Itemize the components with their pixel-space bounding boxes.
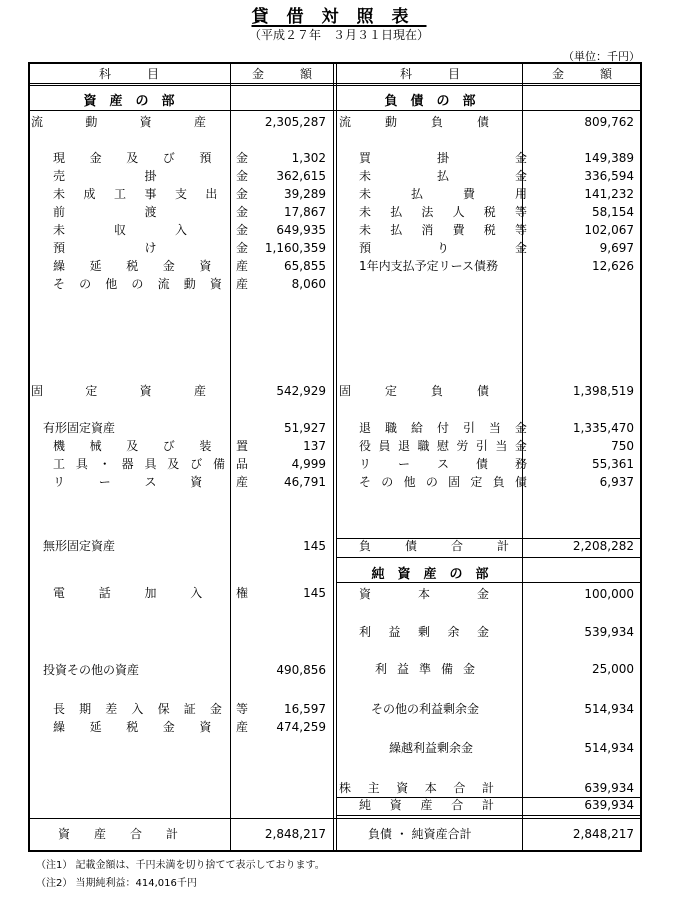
liability-row-label: 未 払 消 費 税 等 xyxy=(359,223,527,237)
liability-row-amount: 750 xyxy=(611,439,634,453)
asset-row-amount: 51,927 xyxy=(284,421,326,435)
liability-row-amount: 58,154 xyxy=(592,205,634,219)
liability-row-label: 買 掛 金 xyxy=(359,151,527,165)
header-amount-right: 金 額 xyxy=(551,67,612,81)
liability-row-label: 未 払 法 人 税 等 xyxy=(359,205,527,219)
liability-row-amount: 149,389 xyxy=(584,151,634,165)
net-asset-row-label: 純 資 産 合 計 xyxy=(359,798,494,812)
liability-row-label: 未 払 費 用 xyxy=(359,187,527,201)
asset-row-label: 無形固定資産 xyxy=(43,539,116,553)
center-divider-a xyxy=(333,62,334,852)
asset-row-amount: 4,999 xyxy=(291,457,326,471)
report-date: （平成２７年 ３月３１日現在） xyxy=(248,28,429,42)
net-asset-row-amount: 100,000 xyxy=(584,587,634,601)
asset-row-label: 電 話 加 入 権 xyxy=(53,586,248,600)
asset-row-label: 有形固定資産 xyxy=(43,421,116,435)
asset-row-label: 長 期 差 入 保 証 金 等 xyxy=(53,702,248,716)
rule xyxy=(336,557,642,558)
asset-row-amount: 490,856 xyxy=(276,663,326,677)
liability-row-label: 流 動 負 債 xyxy=(339,115,489,129)
asset-row-amount: 649,935 xyxy=(276,223,326,237)
liability-row-label: リ ー ス 債 務 xyxy=(359,457,527,471)
liability-row-label: 1年内支払予定リース債務 xyxy=(359,259,499,273)
unit-label: （単位：千円） xyxy=(563,50,640,63)
asset-row-amount: 2,305,287 xyxy=(264,115,326,129)
asset-row-amount: 16,597 xyxy=(284,702,326,716)
liability-row-amount: 141,232 xyxy=(584,187,634,201)
center-divider-b xyxy=(336,62,337,852)
liabilities-section-title: 負 債 の 部 xyxy=(384,94,476,109)
asset-row-amount: 474,259 xyxy=(276,720,326,734)
totals-rule xyxy=(28,818,642,819)
asset-row-amount: 137 xyxy=(303,439,326,453)
liab-net-total-amount: 2,848,217 xyxy=(572,827,634,841)
asset-row-amount: 1,302 xyxy=(291,151,326,165)
liability-row-label: 役 員 退 職 慰 労 引 当 金 xyxy=(359,439,527,453)
liab-net-total-label: 負債 ・ 純資産合計 xyxy=(368,827,472,841)
asset-row-label: 流 動 資 産 xyxy=(31,115,206,129)
asset-row-amount: 145 xyxy=(303,539,326,553)
liability-row-amount: 12,626 xyxy=(592,259,634,273)
asset-row-label: 工 具 ・ 器 具 及 び 備 品 xyxy=(53,457,248,471)
net-asset-row-amount: 639,934 xyxy=(584,798,634,812)
note-1: （注1） 記載金額は、千円未満を切り捨てて表示しております。 xyxy=(36,860,325,871)
asset-row-amount: 17,867 xyxy=(284,205,326,219)
net-asset-row-label: 利 益 準 備 金 xyxy=(375,662,475,676)
asset-row-amount: 39,289 xyxy=(284,187,326,201)
net-asset-row-label: 繰越利益剰余金 xyxy=(389,741,474,755)
liability-row-amount: 102,067 xyxy=(584,223,634,237)
net-asset-row-amount: 639,934 xyxy=(584,781,634,795)
net-asset-row-label: 株 主 資 本 合 計 xyxy=(339,781,494,795)
asset-row-label: リ ー ス 資 産 xyxy=(53,475,248,489)
rule xyxy=(336,815,642,816)
net-assets-section-title: 純 資 産 の 部 xyxy=(371,567,489,582)
header-rule xyxy=(28,85,642,86)
asset-row-amount: 8,060 xyxy=(291,277,326,291)
asset-row-label: 前 渡 金 xyxy=(53,205,248,219)
liability-row-amount: 1,398,519 xyxy=(572,384,634,398)
note-2: （注2） 当期純利益：414,016千円 xyxy=(36,878,197,889)
net-asset-row-amount: 25,000 xyxy=(592,662,634,676)
assets-section-title: 資 産 の 部 xyxy=(83,94,175,109)
asset-row-label: 売 掛 金 xyxy=(53,169,248,183)
asset-row-label: 預 け 金 xyxy=(53,241,248,255)
liability-row-amount: 809,762 xyxy=(584,115,634,129)
liability-row-amount: 336,594 xyxy=(584,169,634,183)
section-rule xyxy=(28,110,642,111)
net-asset-row-label: その他の利益剰余金 xyxy=(371,702,480,716)
header-amount-left: 金 額 xyxy=(251,67,312,81)
asset-row-label: 繰 延 税 金 資 産 xyxy=(53,720,248,734)
header-item-left: 科 目 xyxy=(98,67,159,81)
liability-row-label: 退 職 給 付 引 当 金 xyxy=(359,421,527,435)
liability-row-label: 負 債 合 計 xyxy=(359,539,509,553)
assets-total-label: 資 産 合 計 xyxy=(58,827,179,841)
header-item-right: 科 目 xyxy=(399,67,460,81)
asset-row-label: 繰 延 税 金 資 産 xyxy=(53,259,248,273)
net-asset-row-amount: 514,934 xyxy=(584,741,634,755)
net-asset-row-label: 利 益 剰 余 金 xyxy=(359,625,489,639)
liability-row-amount: 1,335,470 xyxy=(572,421,634,435)
asset-row-label: 機 械 及 び 装 置 xyxy=(53,439,248,453)
rule xyxy=(336,582,642,583)
document-title: 貸借対照表 xyxy=(251,7,427,27)
liability-row-amount: 9,697 xyxy=(599,241,634,255)
liability-row-label: 未 払 金 xyxy=(359,169,527,183)
liability-row-amount: 55,361 xyxy=(592,457,634,471)
asset-row-amount: 542,929 xyxy=(276,384,326,398)
liability-row-amount: 2,208,282 xyxy=(572,539,634,553)
asset-row-label: 固 定 資 産 xyxy=(31,384,206,398)
asset-row-label: 現 金 及 び 預 金 xyxy=(53,151,248,165)
liability-row-label: そ の 他 の 固 定 負 債 xyxy=(359,475,527,489)
liability-row-label: 預 り 金 xyxy=(359,241,527,255)
assets-total-amount: 2,848,217 xyxy=(264,827,326,841)
asset-row-label: そ の 他 の 流 動 資 産 xyxy=(53,277,248,291)
asset-row-label: 未 成 工 事 支 出 金 xyxy=(53,187,248,201)
asset-row-label: 投資その他の資産 xyxy=(43,663,140,677)
asset-row-amount: 65,855 xyxy=(284,259,326,273)
asset-row-amount: 46,791 xyxy=(284,475,326,489)
liability-row-label: 固 定 負 債 xyxy=(339,384,489,398)
asset-row-amount: 1,160,359 xyxy=(264,241,326,255)
net-asset-row-amount: 514,934 xyxy=(584,702,634,716)
asset-row-amount: 362,615 xyxy=(276,169,326,183)
asset-row-label: 未 収 入 金 xyxy=(53,223,248,237)
net-asset-row-amount: 539,934 xyxy=(584,625,634,639)
asset-row-amount: 145 xyxy=(303,586,326,600)
liability-row-amount: 6,937 xyxy=(599,475,634,489)
net-asset-row-label: 資 本 金 xyxy=(359,587,489,601)
header-rule xyxy=(28,83,642,84)
